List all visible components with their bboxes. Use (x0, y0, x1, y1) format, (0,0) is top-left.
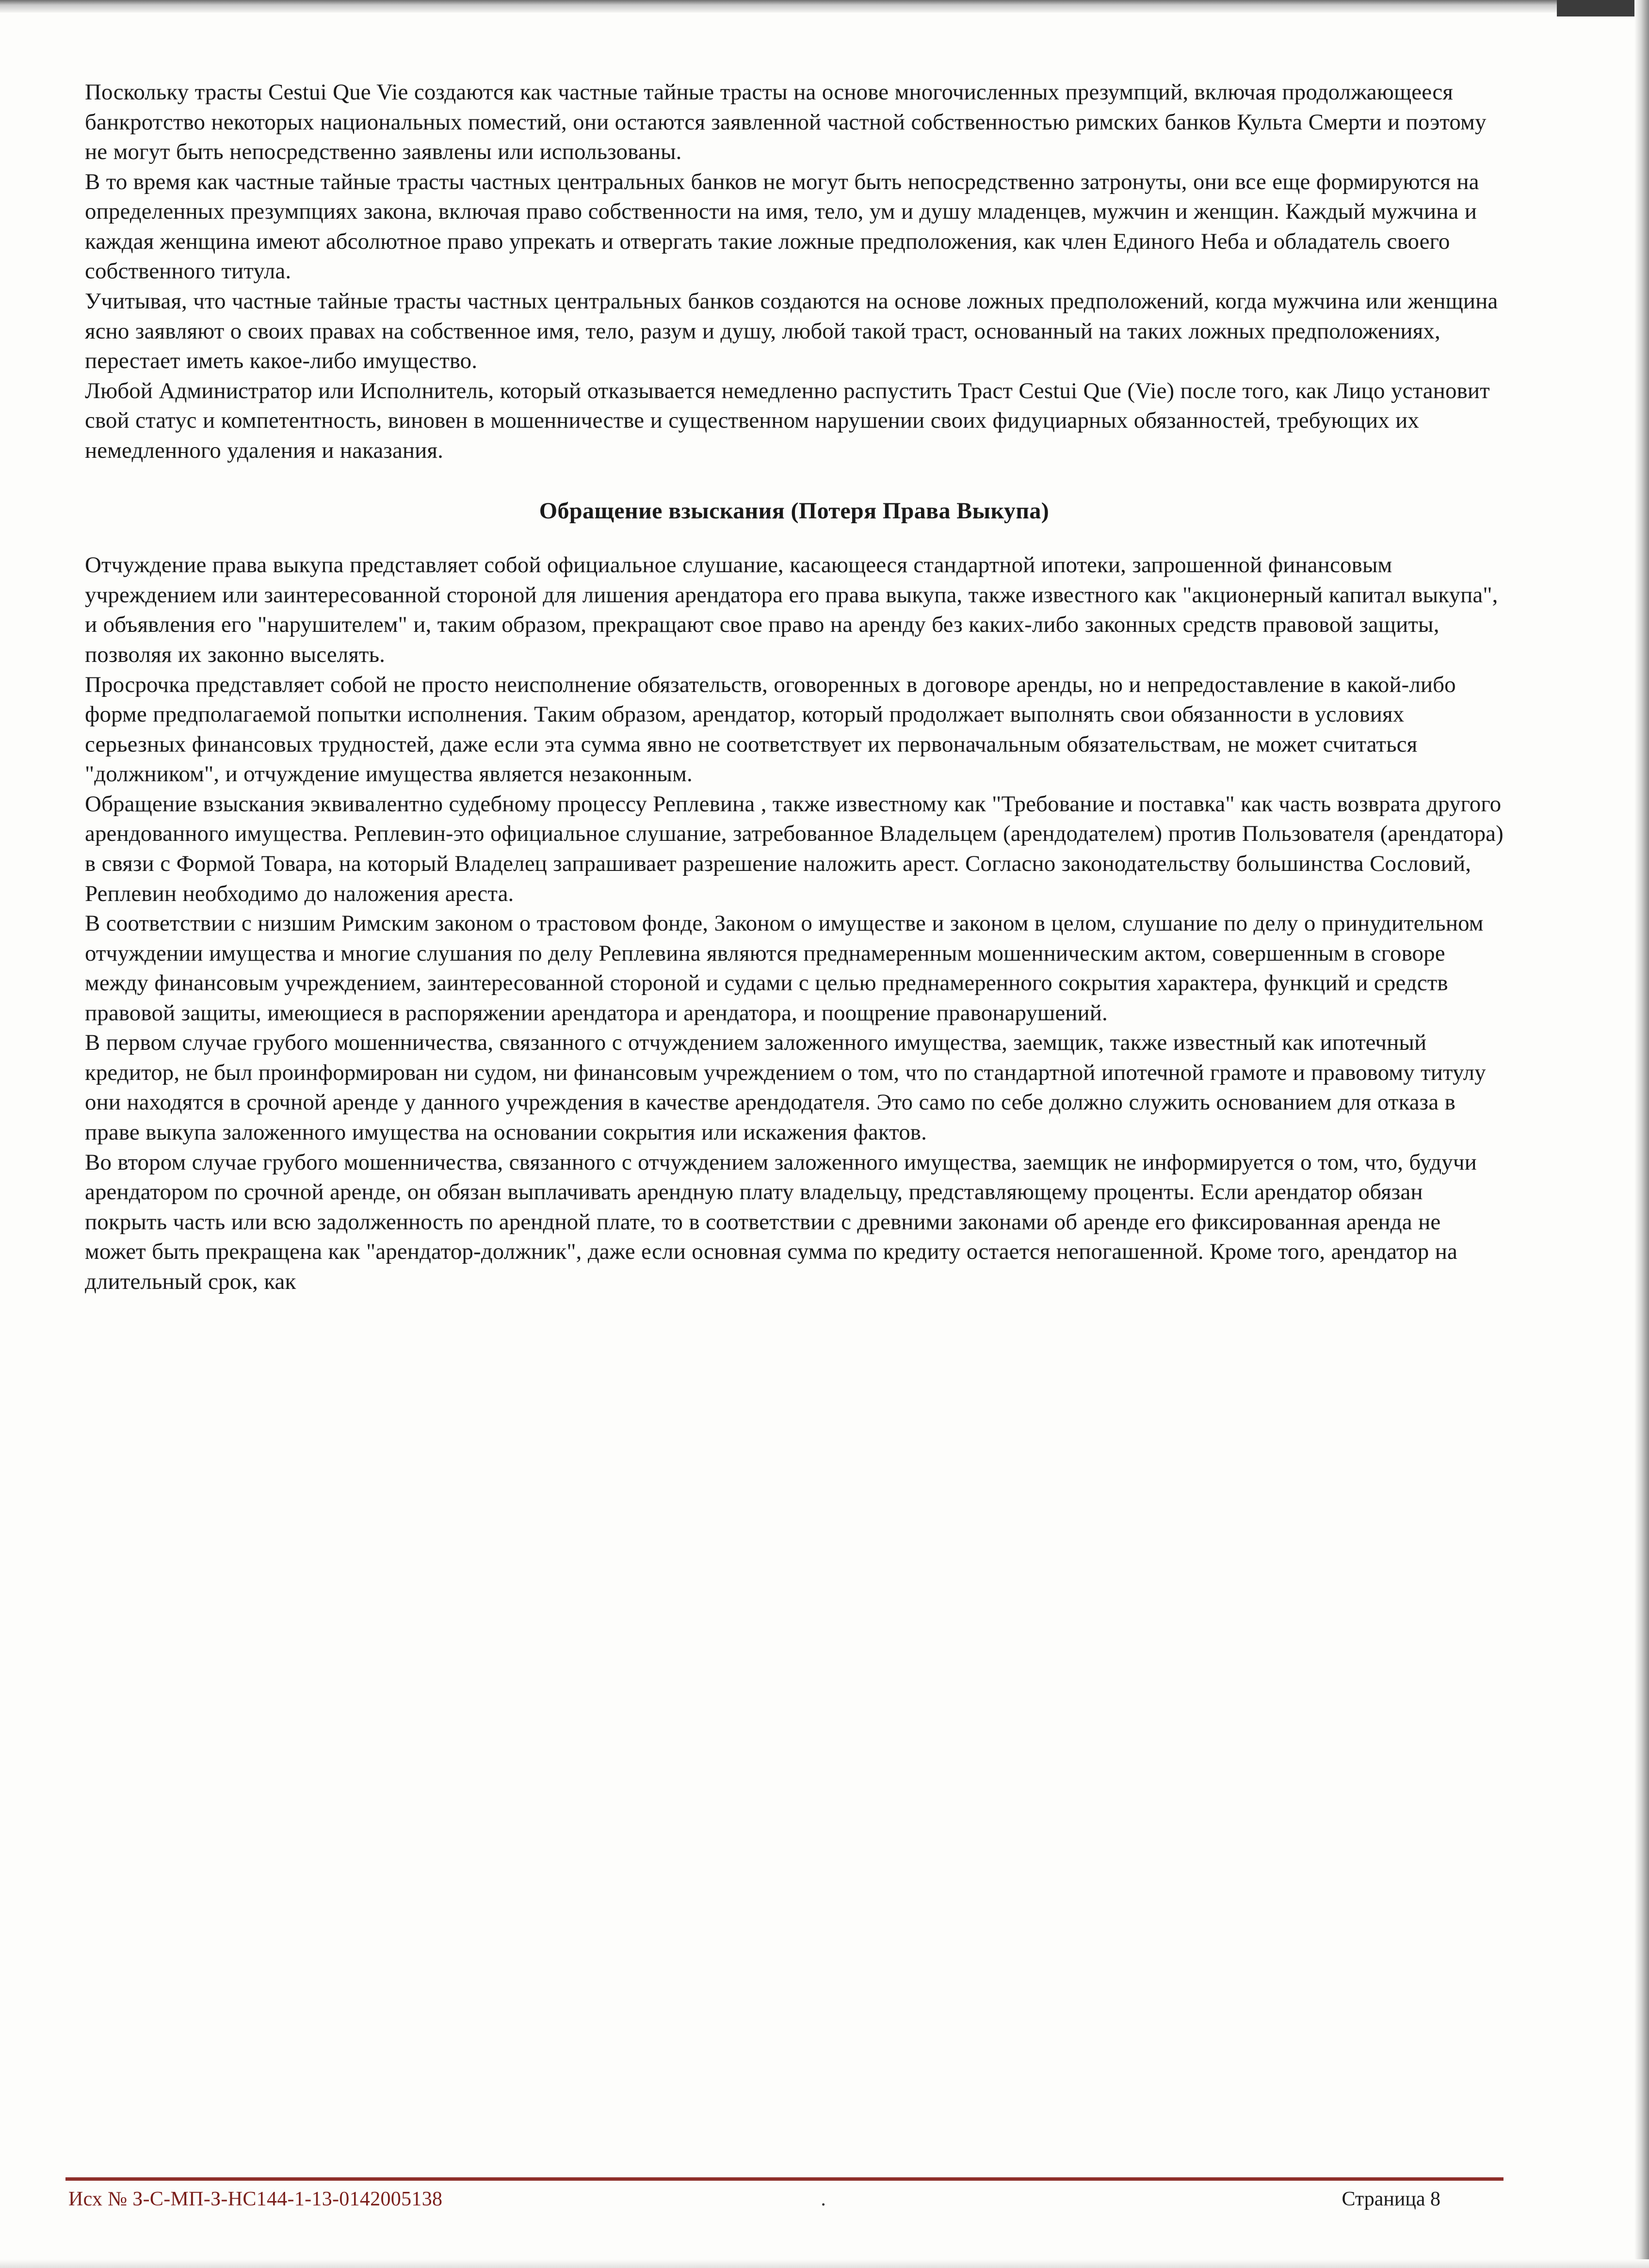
footer-dot-mark: . (821, 2188, 826, 2210)
page-footer (65, 2177, 1504, 2211)
scan-edge-top-shadow (0, 0, 1649, 13)
footer-divider (65, 2177, 1504, 2181)
body-paragraph: Отчуждение права выкупа представляет собой официальное слушание, касающееся стандартной ипотеки, запрошенной финансовым учреждением или заинтересованной стороной для лишения арендатора его права выкупа, также известного как "акционерный капитал выкупа", и объявления его "нарушителем" и, таким образом, прекращают свое право на аренду без каких-либо законных средств правовой защиты, позволяя их законно выселять. (85, 552, 1498, 667)
footer-row (65, 2188, 1504, 2211)
body-paragraph: Учитывая, что частные тайные трасты частных центральных банков создаются на основе ложных предположений, когда мужчина или женщина ясно заявляют о своих правах на собственное имя, тело, разум и душу, любой такой траст, основанный на таких ложных предположениях, перестает иметь какое-либо имущество. (85, 288, 1498, 374)
section-heading: Обращение взыскания (Потеря Права Выкупа) (539, 498, 1050, 524)
body-paragraph: В первом случае грубого мошенничества, связанного с отчуждением заложенного имущества, заемщик, также известный как ипотечный кредитор, не был проинформирован ни судом, ни финансовым учреждением о том, что по стандартной ипотечной грамоте и правовому титулу они находятся в срочной аренде у данного учреждения в качестве арендодателя. Это само по себе должно служить основанием для отказа в праве выкупа заложенного имущества на основании сокрытия или искажения фактов. (85, 1030, 1486, 1145)
scan-edge-bottom-shadow (0, 2259, 1649, 2268)
body-paragraph: Просрочка представляет собой не просто неисполнение обязательств, оговоренных в договоре аренды, но и непредоставление в какой-либо форме предполагаемой попытки исполнения. Таким образом, арендатор, который продолжает выполнять свои обязанности в условиях серьезных финансовых трудностей, даже если эта сумма явно не соответствует их первоначальным обязательствам, не может считаться "должником", и отчуждение имущества является незаконным. (85, 672, 1456, 787)
body-paragraph: В то время как частные тайные трасты частных центральных банков не могут быть непосредственно затронуты, они все еще формируются на определенных презумпциях закона, включая право собственности на имя, тело, ум и душу младенцев, мужчин и женщин. Каждый мужчина и каждая женщина имеют абсолютное право упрекать и отвергать такие ложные предположения, как член Единого Неба и обладатель своего собственного титула. (85, 169, 1479, 284)
document-reference-number: Исх № З-С-МП-З-НС144-1-13-0142005138 (68, 2188, 443, 2210)
page-number-label: Страница 8 (1342, 2188, 1440, 2210)
body-paragraph: Обращение взыскания эквивалентно судебному процессу Реплевина , также известному как "Требование и поставка" как часть возврата другого арендованного имущества. Реплевин-это официальное слушание, затребованное Владельцем (арендодателем) против Пользователя (арендатора) в связи с Формой Товара, на который Владелец запрашивает разрешение наложить арест. Согласно законодательству большинства Сословий, Реплевин необходимо до наложения ареста. (85, 791, 1504, 906)
body-paragraph: Поскольку трасты Cestui Que Vie создаются как частные тайные трасты на основе многочисленных презумпций, включая продолжающееся банкротство некоторых национальных поместий, они остаются заявленной частной собственностью римских банков Культа Смерти и поэтому не могут быть непосредственно заявлены или использованы. (85, 80, 1487, 165)
body-paragraph: Любой Администратор или Исполнитель, который отказывается немедленно распустить Траст Cestui Que (Vie) после того, как Лицо установит свой статус и компетентность, виновен в мошенничестве и существенном нарушении своих фидуциарных обязанностей, требующих их немедленного удаления и наказания. (85, 378, 1490, 463)
body-paragraph: Во втором случае грубого мошенничества, связанного с отчуждением заложенного имущества, заемщик не информируется о том, что, будучи арендатором по срочной аренде, он обязан выплачивать арендную плату владельцу, представляющему проценты. Если арендатор обязан покрыть часть или всю задолженность по арендной плате, то в соответствии с древними законами об аренде его фиксированная аренда не может быть прекращена как "арендатор-должник", даже если основная сумма по кредиту остается непогашенной. Кроме того, арендатор на длительный срок, как (85, 1149, 1477, 1294)
scan-edge-right-shadow (1634, 0, 1649, 2268)
document-body (85, 78, 1504, 1297)
body-paragraph: В соответствии с низшим Римским законом о трастовом фонде, Законом о имуществе и законом в целом, слушание по делу о принудительном отчуждении имущества и многие слушания по делу Реплевина являются преднамеренным мошенническим актом, совершенным в сговоре между финансовым учреждением, заинтересованной стороной и судами с целью преднамеренного сокрытия характера, функций и средств правовой защиты, имеющиеся в распоряжении арендатора и арендатора, и поощрение правонарушений. (85, 911, 1484, 1026)
